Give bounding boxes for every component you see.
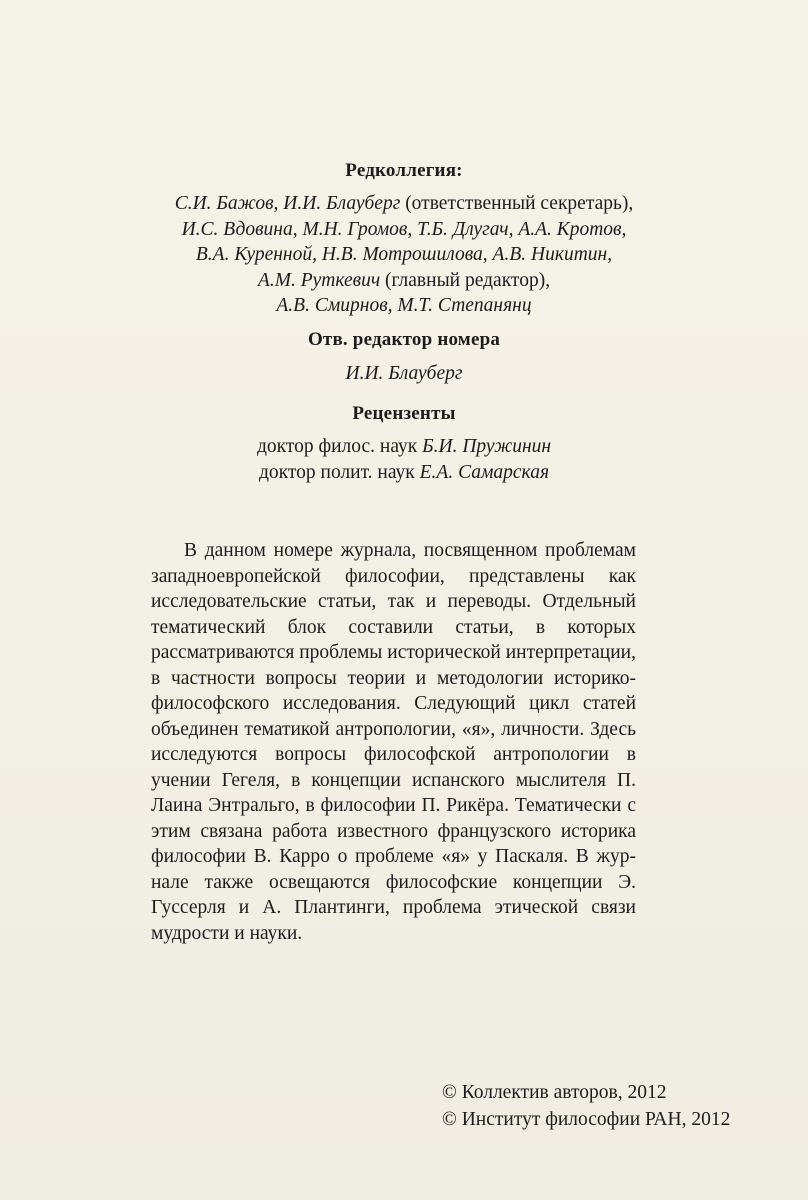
editorial-board-heading: Редколлегия: bbox=[345, 160, 463, 181]
text-line bbox=[0, 217, 808, 243]
reviewers bbox=[0, 403, 808, 485]
issue-editor bbox=[0, 329, 808, 387]
copyright-block bbox=[442, 1079, 730, 1133]
role-text: доктор филос. наук bbox=[256, 436, 423, 457]
person-names: Б.И. Пружинин bbox=[422, 436, 552, 457]
copyright-authors: © Коллектив авторов, 2012 bbox=[442, 1082, 667, 1103]
person-names: А.М. Руткевич bbox=[257, 269, 381, 291]
reviewers-list bbox=[0, 434, 808, 485]
role-text: (ответственный секретарь), bbox=[400, 193, 634, 214]
role-text: доктор полит. наук bbox=[258, 461, 420, 483]
text-line bbox=[0, 460, 808, 486]
person-names: Е.А. Самарская bbox=[419, 461, 550, 483]
text-line bbox=[0, 268, 808, 294]
person-names: С.И. Бажов, И.И. Блауберг bbox=[174, 193, 401, 214]
person-names: И.С. Вдовина, М.Н. Громов, Т.Б. Длугач, А.А. Кротов, bbox=[181, 218, 627, 240]
copyright-institute: © Институт философии РАН, 2012 bbox=[442, 1109, 731, 1130]
editorial-board bbox=[0, 160, 808, 319]
abstract bbox=[151, 538, 636, 946]
text-line bbox=[0, 434, 808, 460]
abstract-paragraph: В данном номере журнала, посвященном проблемам западноевропейской философии, представлены как исследовательские статьи, так и переводы. Отдельный тематический блок составили статьи, в которых рассматриваются проблемы исторической интерпретации, в частности вопросы теории и методологии историко-философского исследования. Следующий цикл статей объединен тематикой антропологии, «я», личности. Здесь исследуются вопросы философской антропологии в учении Гегеля, в концепции испанского мыслителя П. Лаина Энтральго, в философии П. Рикёра. Тематически с этим связана работа известного французского историка философии В. Карро о проблеме «я» у Паскаля. В журнале также освещаются философские концепции Э. Гуссерля и А. Плантинги, проблема этической связи мудрости и науки. bbox=[151, 540, 636, 944]
role-text: (главный редактор), bbox=[380, 269, 551, 291]
issue-editor-name: И.И. Блауберг bbox=[345, 363, 463, 384]
person-names: В.А. Куренной, Н.В. Мотрошилова, А.В. Никитин, bbox=[195, 244, 613, 265]
reviewers-heading: Рецензенты bbox=[352, 403, 456, 424]
editorial-board-members bbox=[0, 191, 808, 319]
person-names: А.В. Смирнов, М.Т. Степанянц bbox=[276, 295, 532, 316]
text-line bbox=[0, 242, 808, 268]
text-line bbox=[0, 293, 808, 319]
issue-editor-heading: Отв. редактор номера bbox=[307, 329, 501, 350]
text-line bbox=[0, 191, 808, 217]
